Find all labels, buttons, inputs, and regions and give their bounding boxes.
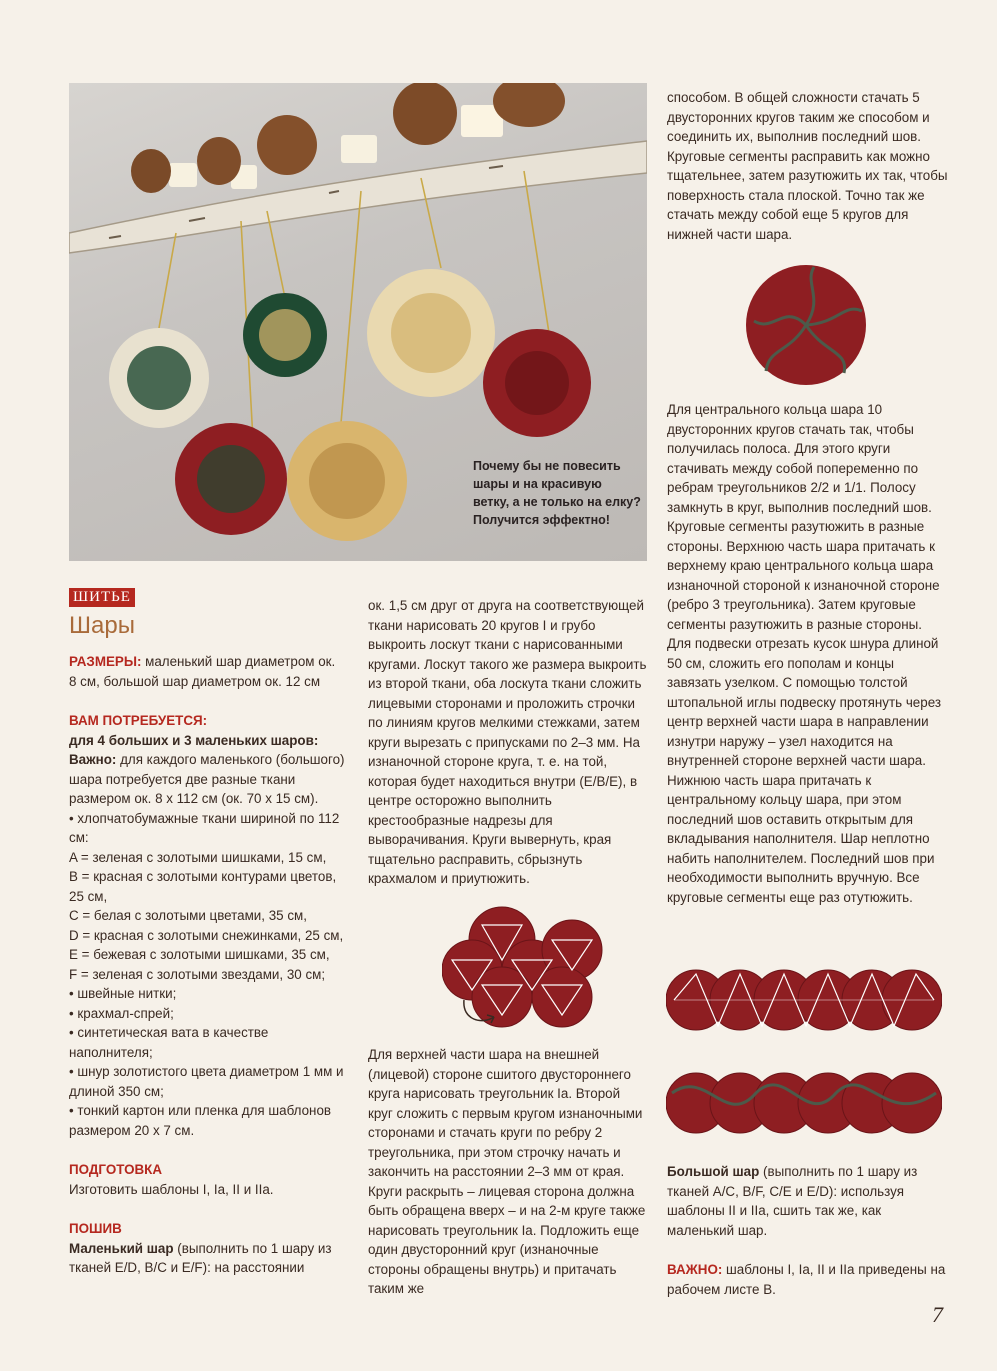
page-number: 7 [932,1302,943,1327]
assembled-top-diagram [744,263,868,387]
important-label: Важно: [69,752,117,767]
column-instructions-1 [368,596,648,889]
sew-heading: ПОШИВ [69,1221,122,1236]
instructions-paragraph: способом. В общей сложности стачать 5 двусторонних кругов таким же способом и соединить их, выполнив последний шов. Круговые сегменты расправить как можно тщательнее, затем разутюжить их так, чтобы поверхность стала плоской. Точно так же стачать между собой еще 5 кругов для нижней части шара. [667,90,948,242]
photo-caption: Почему бы не повесить шары и на красивую ветку, а не только на елку? Получится эффектно! [473,459,641,527]
column-instructions-3 [667,88,949,244]
needs-heading: ВАМ ПОТРЕБУЕТСЯ: [69,713,208,728]
small-ball-label: Маленький шар [69,1240,174,1256]
important-text: для каждого маленького (большого) шара потребуется две разные ткани размером ок. 8 x 112 см (ок. 70 x 15 см). [69,752,345,806]
materials-item: A = зеленая с золотыми шишками, 15 см, [69,849,327,865]
top-part-diagram [442,905,612,1030]
templates-note-text: шаблоны I, Ia, II и IIa приведены на рабочем листе B. [667,1262,946,1297]
page-title: Шары [69,612,135,639]
materials-item: B = красная с золотыми контурами цветов, 25 см, [69,869,337,904]
materials-item: • крахмал-спрей; [69,1005,174,1021]
small-ball-text: (выполнить по 1 шару из тканей E/D, B/C и E/F): на расстоянии [69,1240,332,1275]
hero-photo [69,83,647,561]
materials-item: E = бежевая с золотыми шишками, 35 см, [69,947,330,962]
sizes-text: маленький шар диаметром ок. 8 см, большой шар диаметром ок. 12 см [69,654,336,689]
materials-item: • хлопчатобумажные ткани шириной по 112 см: [69,810,340,845]
materials-item: • синтетическая вата в качестве наполнителя; [69,1025,269,1060]
instructions-paragraph: Для центрального кольца шара 10 двусторонних кругов стачать так, чтобы получилась полоса. Для этого круги стачивать между собой попеременно по ребрам треугольников 2/2 и 1/1. Полосу замкнуть в круг, выполнив последний шов. Круговые сегменты разутюжить в разные стороны. Верхнюю часть шара притачать к верхнему краю центрального кольца шара изнаночной стороной к изнаночной стороне (ребро 3 треугольника). Затем круговые сегменты разутюжить в разные стороны. Для подвески отрезать кусок шнура длиной 50 см, сложить его пополам и концы завязать узелком. С помощью толстой штопальной иглы подвеску протянуть через центр верхней части шара в направлении изнутри наружу – узел находится на внутренней стороне верхней части шара. Нижнюю часть шара притачать к центральному кольцу шара, при этом последний шов оставить открытым для вкладывания наполнителя. Шар неплотно набить наполнителем. Последний шов при необходимости выполнить вручную. Все круговые сегменты еще раз отутюжить. [667,402,941,905]
sizes-paragraph [69,652,345,691]
section-kicker: ШИТЬЕ [69,588,135,607]
important-paragraph [69,750,345,809]
templates-note-label: ВАЖНО: [667,1262,723,1277]
column-instructions-2 [368,1045,648,1299]
materials-item: C = белая с золотыми цветами, 35 см, [69,908,307,923]
column-materials [69,652,345,1278]
materials-item: F = зеленая с золотыми звездами, 30 см; [69,966,326,982]
big-ball-paragraph [667,1162,949,1240]
instructions-paragraph: Для верхней части шара на внешней (лицевой) стороне сшитого двустороннего круга нарисовать треугольник Ia. Второй круг сложить с первым кругом изнаночными сторонами и стачать круги по ребру 2 треугольника, при этом строчку начать и закончить на расстоянии 2–3 мм от края. Круги раскрыть – лицевая сторона должна быть обращена вверх – и на 2-м круге также нарисовать треугольник Ia. Подложить еще один двусторонний круг (изнаночные стороны обращены внутрь) и притачать таким же [368,1047,646,1296]
prep-heading: ПОДГОТОВКА [69,1162,163,1177]
small-ball-paragraph [69,1239,345,1278]
sizes-label: РАЗМЕРЫ: [69,654,142,669]
instructions-paragraph: ок. 1,5 см друг от друга на соответствующей ткани нарисовать 20 кругов I и грубо выкроить лоскут ткани с нарисованными кругами. Лоскут такого же размера выкроить из второй ткани, оба лоскута ткани сложить лицевыми сторонами и проложить строчки по линиям кругов мелкими стежками, затем круги вырезать с припусками по 2–3 мм. На изнаночной стороне круга, т. е. на той, которая будет находиться внутри (E/B/E), в центре осторожно выполнить крестообразные надрезы для выворачивания. Круги вывернуть, края тщательно расправить, сбрызнуть крахмалом и приутюжить. [368,598,647,886]
column-instructions-4 [667,400,949,907]
prep-text: Изготовить шаблоны I, Ia, II и IIa. [69,1181,274,1197]
materials-item: • швейные нитки; [69,986,177,1001]
big-ball-text: (выполнить по 1 шару из тканей A/C, B/F, C/E и E/D): используя шаблоны II и IIa, сшить так же, как маленький шар. [667,1164,918,1238]
templates-note [667,1260,949,1299]
materials-item: • шнур золотистого цвета диаметром 1 мм и длиной 350 см; [69,1064,344,1099]
center-ring-diagram [666,968,942,1143]
needs-subheading: для 4 больших и 3 маленьких шаров: [69,732,319,748]
materials-item: • тонкий картон или пленка для шаблонов размером 20 x 7 см. [69,1103,332,1138]
column-instructions-5 [667,1162,949,1299]
materials-item: D = красная с золотыми снежинками, 25 см, [69,927,344,943]
big-ball-label: Большой шар [667,1164,760,1179]
